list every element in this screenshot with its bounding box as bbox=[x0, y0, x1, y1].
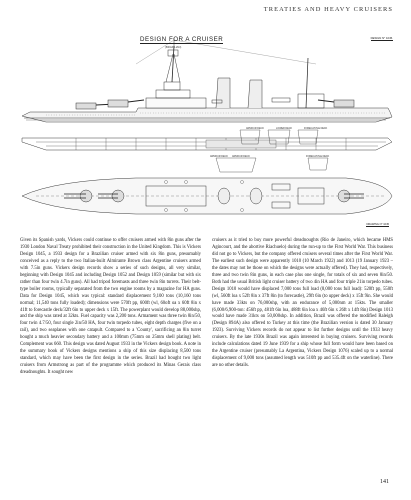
section-label: LOWER DECK bbox=[276, 127, 293, 130]
cross-sections bbox=[216, 130, 328, 172]
drawing-number: DESIGN N° 1045. bbox=[370, 36, 393, 40]
inboard-profile bbox=[22, 138, 392, 150]
running-head: TREATIES AND HEAVY CRUISERS bbox=[263, 6, 393, 13]
body-text bbox=[20, 238, 393, 468]
section-label: FORECASTLE DECK bbox=[306, 155, 330, 158]
section-label: ARMOUR DECK bbox=[246, 127, 264, 130]
section-label: ARMOUR DECK bbox=[210, 155, 228, 158]
ship-drawing-figure bbox=[16, 34, 394, 232]
text-column-left bbox=[20, 238, 201, 468]
paragraph: cruisers as it tried to buy more powerful dreadnoughts (Rio de Janeiro, which became HMS Agincourt, and the abortive Riachuelo) during the run-up to the First World War. This business did not go to Vickers, but the company offered cruisers several times after the First World War. The earliest such design were apparently 1010 (10 March 1922) and 1013 (19 January 1923 – the dates may not be those on which the designs were actually offered). They had, respectively, three and two twin 8in guns, in each case plus one single, for totals of six and seven 8in/50. Both had the usual British light cruiser battery of two 4in HA and four triple 21in torpedo tubes. Design 1010 would have displaced 7,000 tons full load (8,000 tons full load): 520ft pp, 550ft (wl, 560ft loa x 52ft 8in x 37ft 8in (to forecastle), 29ft 6in (to upper deck) x 15ft 9in. She would have made 33kts on 76,000shp, with an endurance of 5,000nm at 15kts. The smaller (6,000/6,900-ton: 456ft pp, 481ft 6in loa, 488ft 6in loa x 46ft 6in x 26ft x 14ft 8in) Design 1013 would have made 31kts on 50,000shp. In addition, Brazil was offered the modified Raleigh (Design 894A) also offered to Turkey at this time (the Brazilian version is dated 30 January 1923). Surviving Vickers records do not appear to list further designs until the 1933 heavy cruisers. By the late 1930s Brazil was again interested in buying cruisers. Surviving records include calculations dated 19 June 1939 for a ship whose full form would have been based on the Argentine cruiser (presumably La Argentina, Vickers Design 1076) scaled up to a normal displacement of 9,000 tons (assumed length was 510ft pp and 535.4ft on the waterline). There are no other details. bbox=[212, 238, 393, 369]
ship-plan-svg bbox=[16, 34, 394, 232]
drawing-title: DESIGN FOR A CRUISER bbox=[140, 36, 224, 43]
drawing-number-bottom: DRAWING N° 1045 bbox=[366, 223, 389, 226]
profile-view bbox=[22, 38, 392, 122]
drawing-subtitle: (BRAZILIAN) bbox=[165, 44, 182, 49]
text-column-right bbox=[212, 238, 393, 468]
deck-plan-view bbox=[22, 178, 392, 214]
page-number: 141 bbox=[380, 479, 389, 485]
paragraph: Given its Spanish yards, Vickers could continue to offer cruisers armed with 8in guns after the 1930 London Naval Treaty prohibited their construction in the United Kingdom. This is Vickers Design 1045, a 1933 design for a Brazilian cruiser armed with six 8in guns, presumably conceived as a reply to the two Italian-built Almirante Brown class Argentine cruisers armed with 7.5in guns. Vickers design records show a series of such designs, all very similar, beginning with Design 1045 and including Design 1052 and Design 1059 (similar but with six rather than four twin 4.7in guns). All had tripod foremasts and three twin 8in turrets. Their belt-type boiler rooms, typically separated from the two engine rooms by a magazine for HA guns. Data for Design 1045, which was typical: standard displacement 9,100 tons (10,160 tons normal; 11,540 tons fully loaded); dimensions were 570ft pp, 600ft (wl, 60oft oa x 60ft 8in x 41ft to forecastle deck/32ft 6in to upper deck x 15ft. The powerplant would develop 88,000shp, and the ship was rated at 32kts. Fuel capacity was 2,200 tons. Armament was three twin 8in/50, four twin 4.7/50, four single 2in/50 HA, four twin torpedo tubes, eight depth charges (five on a rail), and two seaplanes with one catapult. Compared to a 'County', sacrificing an 8in turret bought a much heavier secondary battery and a 100mm (75mm on 25mm shell plating) belt. Complement was 660. This design was dated August 1933 in the Vickers design book. A note in the summary book of Vickers designs mentions a ship of this size displacing 8,500 tons standard, which may have been the first design in the series. Brazil had bought two light cruisers from Armstrong as part of the programme which produced its Minas Gerais class dreadnoughts. It sought new bbox=[20, 238, 201, 376]
section-label: ARMOUR DECK bbox=[232, 155, 250, 158]
section-label: FORECASTLE DECK bbox=[304, 127, 328, 130]
